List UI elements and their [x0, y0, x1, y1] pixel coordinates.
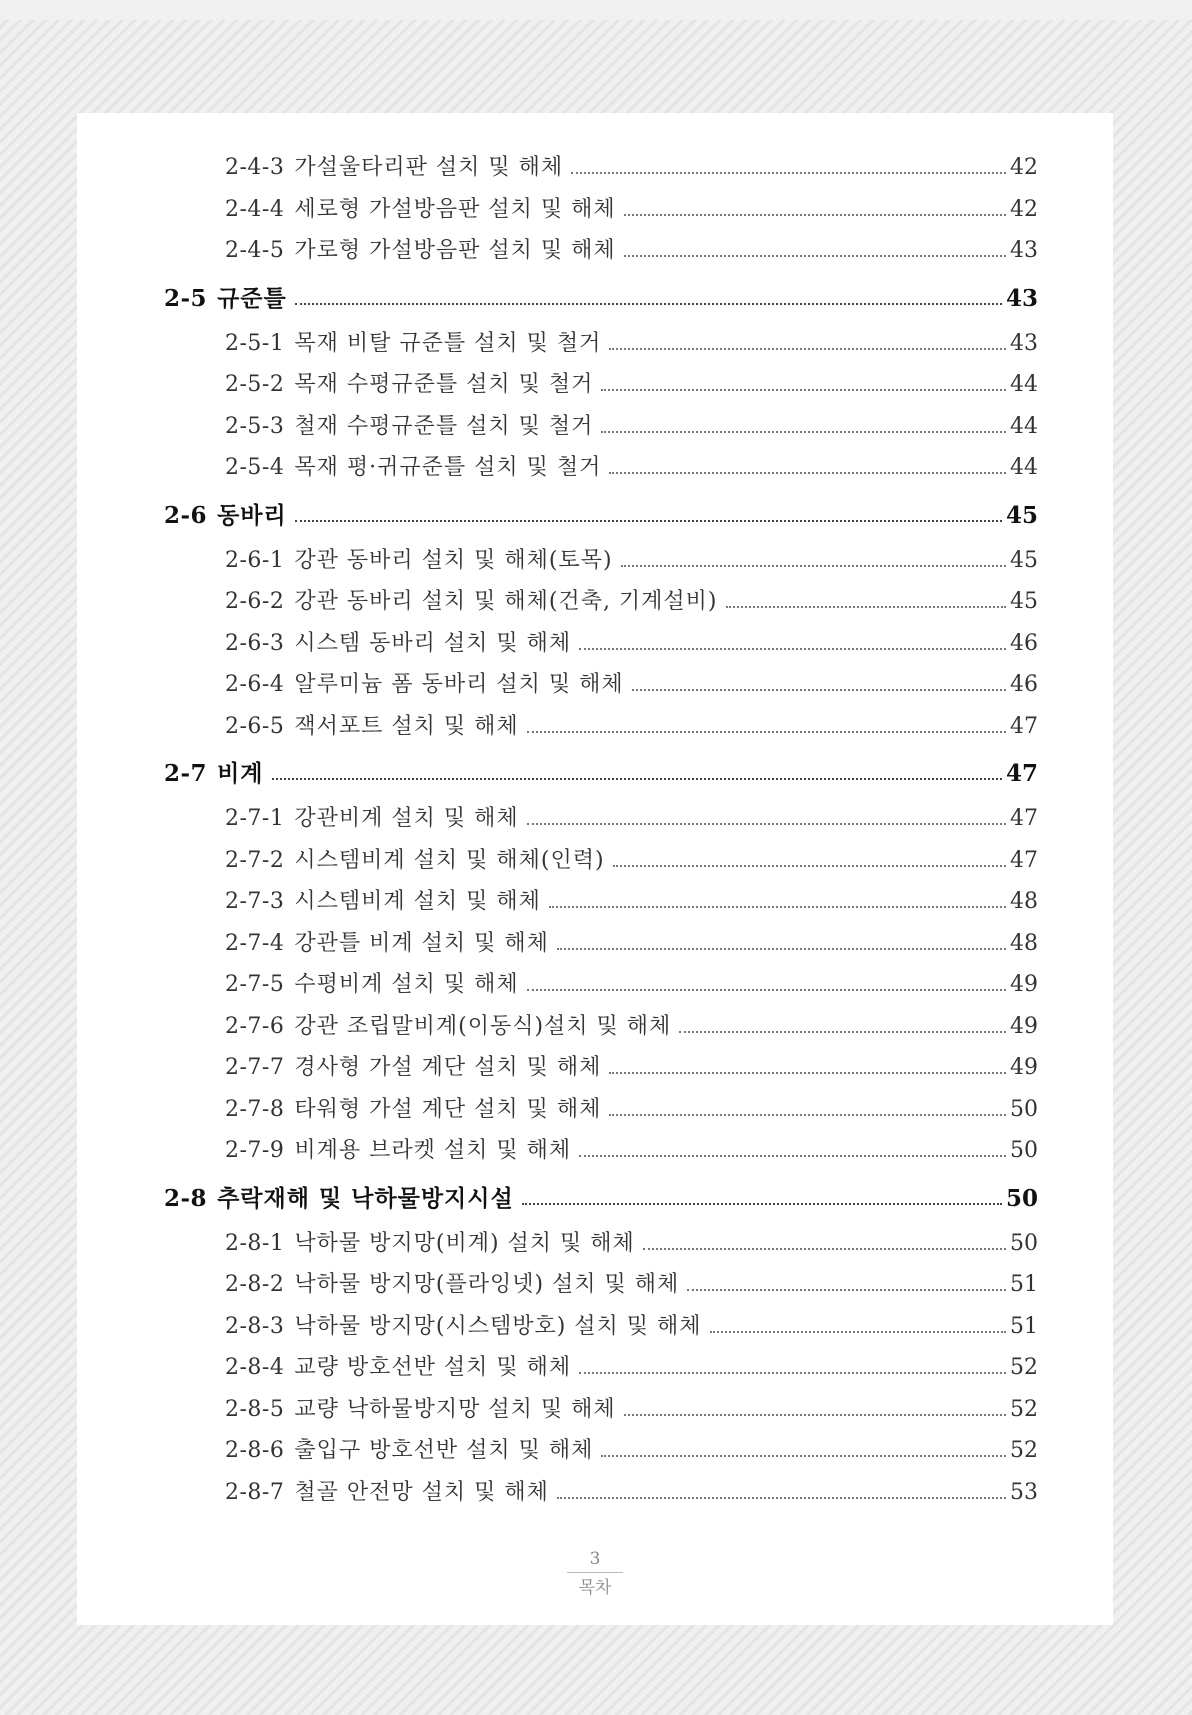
toc-subsection-entry[interactable]	[225, 927, 1038, 961]
toc-entry-page: 45	[1005, 501, 1038, 529]
dot-leader	[609, 472, 1006, 474]
toc-section-entry[interactable]	[164, 499, 1038, 533]
toc-entry-page: 44	[1010, 455, 1038, 480]
toc-entry-number: 2-5-2	[225, 372, 285, 397]
dot-leader	[601, 431, 1006, 433]
toc-entry-number: 2-7-8	[225, 1096, 285, 1122]
toc-entry-page: 49	[1010, 972, 1038, 997]
toc-subsection-entry[interactable]	[225, 234, 1038, 268]
toc-entry-number: 2-7-7	[225, 1055, 285, 1080]
dot-leader	[687, 1289, 1006, 1291]
toc-entry-number: 2-7-9	[225, 1138, 285, 1163]
toc-entry-number: 2-5-1	[225, 330, 285, 356]
toc-entry-page: 52	[1010, 1355, 1038, 1380]
toc-entry-number: 2-7-4	[225, 930, 285, 956]
toc-subsection-entry[interactable]	[225, 668, 1038, 702]
toc-entry-title: 추락재해 및 낙하물방지시설	[217, 1184, 514, 1212]
toc-entry-title: 세로형 가설방음판 설치 및 해체	[294, 196, 616, 222]
dot-leader	[579, 648, 1006, 650]
dot-leader	[601, 1455, 1006, 1457]
toc-entry-title: 가로형 가설방음판 설치 및 해체	[294, 238, 616, 263]
dot-leader	[557, 948, 1006, 950]
toc-subsection-entry[interactable]	[225, 410, 1038, 444]
dot-leader	[632, 689, 1006, 691]
toc-entry-number: 2-7-2	[225, 847, 285, 873]
toc-entry-page: 50	[1010, 1230, 1038, 1256]
toc-entry-number: 2-6-1	[225, 547, 285, 573]
toc-subsection-entry[interactable]	[225, 802, 1038, 836]
toc-entry-number: 2-7-6	[225, 1013, 285, 1039]
toc-entry-title: 강관비계 설치 및 해체	[294, 806, 519, 831]
dot-leader	[624, 255, 1006, 257]
dot-leader	[527, 989, 1006, 991]
toc-entry-number: 2-7-3	[225, 889, 285, 914]
toc-entry-title: 시스템비계 설치 및 해체(인력)	[294, 847, 605, 873]
toc-entry-page: 52	[1010, 1438, 1038, 1463]
toc-entry-title: 목재 평·귀규준틀 설치 및 철거	[294, 455, 602, 480]
toc-entry-page: 51	[1010, 1313, 1038, 1339]
toc-entry-number: 2-4-5	[225, 238, 285, 263]
dot-leader	[609, 1072, 1006, 1074]
toc-subsection-entry[interactable]	[225, 710, 1038, 744]
toc-entry-number: 2-7	[164, 760, 208, 787]
dot-leader	[726, 606, 1006, 608]
toc-entry-page: 50	[1005, 1184, 1038, 1212]
toc-subsection-entry[interactable]	[225, 1351, 1038, 1385]
toc-subsection-entry[interactable]	[225, 968, 1038, 1002]
toc-subsection-entry[interactable]	[225, 1434, 1038, 1468]
dot-leader	[571, 172, 1006, 174]
toc-subsection-entry[interactable]	[225, 1310, 1038, 1344]
toc-entry-page: 47	[1010, 713, 1038, 739]
toc-entry-number: 2-8	[164, 1184, 208, 1212]
toc-entry-page: 52	[1010, 1396, 1038, 1422]
dot-leader	[295, 520, 1002, 522]
dot-leader	[527, 823, 1006, 825]
toc-entry-title: 낙하물 방지망(시스템방호) 설치 및 해체	[294, 1313, 702, 1339]
toc-entry-page: 45	[1010, 589, 1038, 614]
toc-subsection-entry[interactable]	[225, 1093, 1038, 1127]
toc-entry-page: 43	[1010, 238, 1038, 263]
dot-leader	[295, 303, 1002, 305]
toc-entry-title: 타워형 가설 계단 설치 및 해체	[294, 1096, 602, 1122]
toc-subsection-entry[interactable]	[225, 451, 1038, 485]
dot-leader	[609, 1114, 1006, 1116]
toc-entry-page: 53	[1010, 1479, 1038, 1505]
toc-entry-title: 출입구 방호선반 설치 및 해체	[294, 1438, 594, 1463]
page-footer	[77, 1548, 1113, 1599]
toc-subsection-entry[interactable]	[225, 885, 1038, 919]
toc-entry-title: 잭서포트 설치 및 해체	[294, 713, 519, 739]
toc-entry-page: 47	[1010, 806, 1038, 831]
toc-entry-number: 2-6	[164, 501, 208, 529]
toc-subsection-entry[interactable]	[225, 151, 1038, 185]
toc-entry-number: 2-6-2	[225, 589, 285, 614]
toc-subsection-entry[interactable]	[225, 1051, 1038, 1085]
toc-subsection-entry[interactable]	[225, 627, 1038, 661]
toc-entry-title: 교량 방호선반 설치 및 해체	[294, 1355, 572, 1380]
dot-leader	[527, 731, 1006, 733]
toc-entry-page: 44	[1010, 413, 1038, 439]
toc-entry-page: 51	[1010, 1272, 1038, 1297]
toc-entry-page: 43	[1010, 330, 1038, 356]
toc-entry-title: 철골 안전망 설치 및 해체	[294, 1479, 549, 1505]
toc-entry-number: 2-8-6	[225, 1438, 285, 1463]
toc-entry-title: 강관 동바리 설치 및 해체(토목)	[294, 547, 613, 573]
toc-section-entry[interactable]	[164, 1182, 1038, 1216]
dot-leader	[579, 1372, 1006, 1374]
toc-entry-page: 44	[1010, 372, 1038, 397]
toc-entry-title: 목재 수평규준틀 설치 및 철거	[294, 372, 594, 397]
page-number: 3	[589, 1549, 601, 1569]
toc-entry-page: 48	[1010, 889, 1038, 914]
dot-leader	[624, 1414, 1006, 1416]
toc-entry-page: 50	[1010, 1096, 1038, 1122]
toc-entry-number: 2-7-1	[225, 806, 285, 831]
toc-entry-title: 비계용 브라켓 설치 및 해체	[294, 1138, 572, 1163]
dot-leader	[710, 1331, 1006, 1333]
toc-subsection-entry[interactable]	[225, 1227, 1038, 1261]
document-page	[77, 113, 1113, 1625]
dot-leader	[613, 865, 1006, 867]
toc-subsection-entry[interactable]	[225, 1010, 1038, 1044]
toc-entry-title: 동바리	[217, 501, 287, 529]
toc-entry-title: 낙하물 방지망(비계) 설치 및 해체	[294, 1230, 635, 1256]
toc-subsection-entry[interactable]	[225, 1393, 1038, 1427]
toc-entry-title: 시스템비계 설치 및 해체	[294, 889, 541, 914]
toc-entry-page: 46	[1010, 630, 1038, 656]
toc-entry-number: 2-6-4	[225, 672, 285, 697]
toc-entry-title: 경사형 가설 계단 설치 및 해체	[294, 1055, 602, 1080]
toc-subsection-entry[interactable]	[225, 1134, 1038, 1168]
toc-entry-page: 47	[1005, 760, 1038, 787]
dot-leader	[557, 1497, 1006, 1499]
toc-entry-title: 철재 수평규준틀 설치 및 철거	[294, 413, 594, 439]
toc-entry-title: 강관 동바리 설치 및 해체(건축, 기계설비)	[294, 589, 718, 614]
toc-entry-page: 49	[1010, 1013, 1038, 1039]
footer-label: 목차	[578, 1578, 612, 1598]
toc-entry-title: 알루미늄 폼 동바리 설치 및 해체	[294, 672, 624, 697]
toc-entry-title: 목재 비탈 규준틀 설치 및 철거	[294, 330, 602, 356]
dot-leader	[272, 778, 1002, 780]
toc-entry-title: 교량 낙하물방지망 설치 및 해체	[294, 1396, 616, 1422]
toc-entry-number: 2-4-3	[225, 155, 285, 180]
toc-entry-page: 50	[1010, 1138, 1038, 1163]
dot-leader	[579, 1155, 1006, 1157]
dot-leader	[522, 1203, 1002, 1205]
dot-leader	[601, 389, 1006, 391]
toc-entry-title: 규준틀	[217, 284, 287, 312]
toc-subsection-entry[interactable]	[225, 585, 1038, 619]
toc-entry-number: 2-8-5	[225, 1396, 285, 1422]
toc-entry-page: 42	[1010, 155, 1038, 180]
toc-entry-page: 42	[1010, 196, 1038, 222]
toc-entry-number: 2-6-5	[225, 713, 285, 739]
toc-subsection-entry[interactable]	[225, 1268, 1038, 1302]
toc-entry-title: 강관틀 비계 설치 및 해체	[294, 930, 549, 956]
dot-leader	[549, 906, 1006, 908]
toc-section-entry[interactable]	[164, 757, 1038, 791]
toc-entry-page: 46	[1010, 672, 1038, 697]
toc-entry-title: 비계	[217, 760, 264, 787]
toc-entry-number: 2-8-7	[225, 1479, 285, 1505]
toc-entry-page: 43	[1005, 284, 1038, 312]
toc-entry-page: 48	[1010, 930, 1038, 956]
toc-entry-page: 49	[1010, 1055, 1038, 1080]
toc-entry-number: 2-6-3	[225, 630, 285, 656]
toc-entry-page: 45	[1010, 547, 1038, 573]
toc-subsection-entry[interactable]	[225, 368, 1038, 402]
toc-entry-number: 2-4-4	[225, 196, 285, 222]
dot-leader	[643, 1248, 1006, 1250]
toc-subsection-entry[interactable]	[225, 193, 1038, 227]
dot-leader	[609, 348, 1006, 350]
toc-entry-number: 2-5-3	[225, 413, 285, 439]
toc-entry-number: 2-7-5	[225, 972, 285, 997]
toc-entry-title: 강관 조립말비계(이동식)설치 및 해체	[294, 1013, 672, 1039]
toc-subsection-entry[interactable]	[225, 544, 1038, 578]
toc-entry-title: 낙하물 방지망(플라잉넷) 설치 및 해체	[294, 1272, 680, 1297]
toc-entry-number: 2-5	[164, 284, 208, 312]
dot-leader	[679, 1031, 1006, 1033]
toc-entry-title: 가설울타리판 설치 및 해체	[294, 155, 564, 180]
toc-entry-page: 47	[1010, 847, 1038, 873]
toc-subsection-entry[interactable]	[225, 1476, 1038, 1510]
footer-divider	[567, 1572, 623, 1573]
toc-entry-number: 2-8-2	[225, 1272, 285, 1297]
toc-section-entry[interactable]	[164, 282, 1038, 316]
toc-entry-number: 2-8-1	[225, 1230, 285, 1256]
toc-entry-title: 시스템 동바리 설치 및 해체	[294, 630, 572, 656]
viewer-top-bar	[0, 0, 1192, 20]
toc-entry-number: 2-8-3	[225, 1313, 285, 1339]
dot-leader	[621, 565, 1006, 567]
toc-entry-number: 2-5-4	[225, 455, 285, 480]
dot-leader	[624, 214, 1006, 216]
toc-entry-title: 수평비계 설치 및 해체	[294, 972, 519, 997]
toc-subsection-entry[interactable]	[225, 327, 1038, 361]
toc-entry-number: 2-8-4	[225, 1355, 285, 1380]
toc-subsection-entry[interactable]	[225, 844, 1038, 878]
